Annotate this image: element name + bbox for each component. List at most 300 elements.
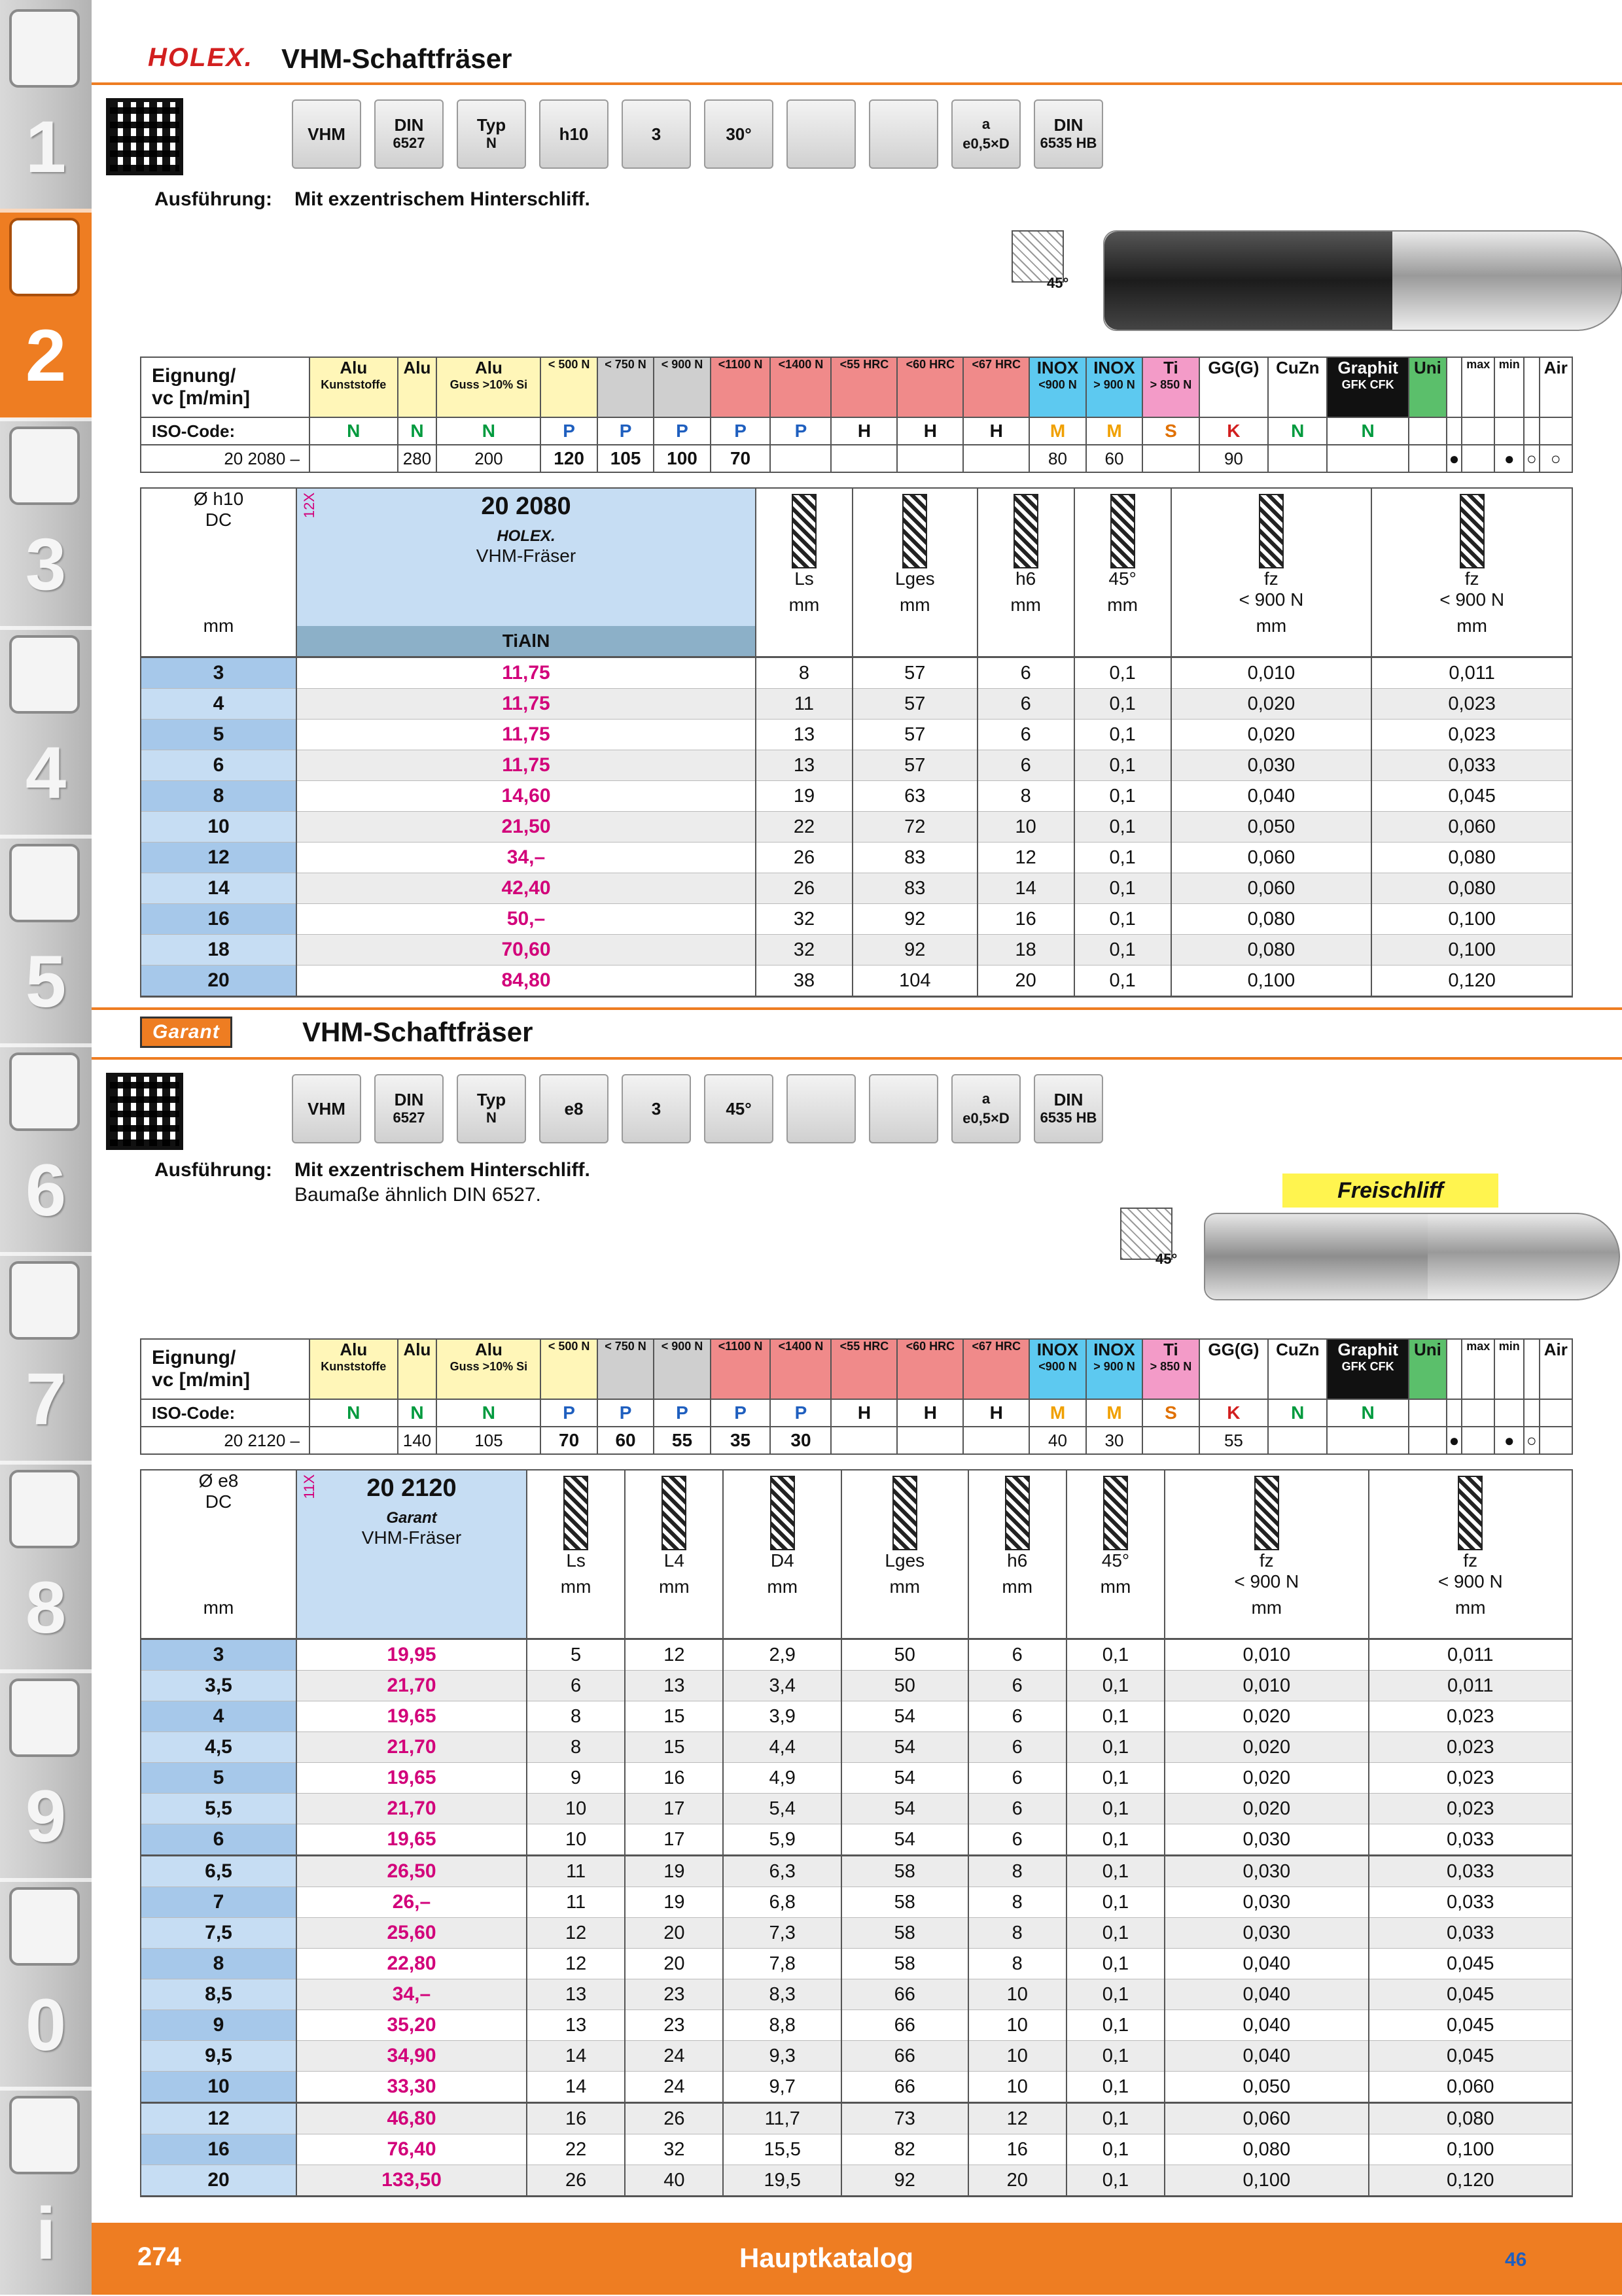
product-table — [140, 1469, 1573, 2197]
diameter-cell: 9,5 — [141, 2041, 296, 2072]
value-cell: 0,1 — [1067, 2041, 1165, 2072]
chapter-sidebar — [0, 0, 92, 2295]
ausfuehrung-text: Mit exzentrischem Hinterschliff. — [294, 1159, 590, 1181]
dimension-header — [1371, 488, 1572, 657]
vc-value — [1327, 1427, 1409, 1454]
sidebar-divider — [0, 417, 92, 421]
material-sub: < 900 N — [661, 1340, 703, 1353]
material-col — [654, 357, 710, 417]
iso-code: M — [1029, 417, 1085, 445]
price-cell: 11,75 — [296, 720, 756, 750]
sidebar-chapter-4[interactable] — [0, 626, 92, 835]
unit-label: mm — [203, 1597, 234, 1618]
value-cell: 0,1 — [1067, 1732, 1165, 1763]
price-cell: 19,65 — [296, 1763, 527, 1794]
chip-text — [726, 125, 751, 143]
value-cell: 54 — [841, 1701, 968, 1732]
material-header-row — [141, 1339, 1572, 1399]
price-cell: 84,80 — [296, 965, 756, 997]
unit-label: mm — [767, 1576, 798, 1597]
unit-label: mm — [788, 595, 820, 615]
value-cell: 0,060 — [1165, 2103, 1368, 2134]
iso-code: N — [1327, 417, 1409, 445]
value-cell: 58 — [841, 1856, 968, 1887]
value-cell: 20 — [978, 965, 1074, 997]
sidebar-chapter-3[interactable] — [0, 417, 92, 627]
iso-code: H — [831, 1399, 897, 1427]
value-cell: 0,100 — [1369, 2134, 1573, 2165]
value-cell: 63 — [853, 781, 978, 812]
value-cell: 0,1 — [1074, 904, 1171, 935]
vc-row — [141, 1427, 1572, 1454]
iso-code: N — [1268, 417, 1327, 445]
iso-code: P — [770, 1399, 831, 1427]
diameter-cell: 5 — [141, 720, 296, 750]
sidebar-divider — [0, 626, 92, 630]
table-row — [141, 843, 1572, 873]
value-cell: 15,5 — [723, 2134, 841, 2165]
vc-value: 90 — [1199, 445, 1269, 472]
value-cell: 73 — [841, 2103, 968, 2134]
value-cell: 0,1 — [1074, 689, 1171, 720]
value-cell: 0,120 — [1371, 965, 1572, 997]
value-cell: 0,030 — [1165, 1887, 1368, 1918]
iso-code — [1409, 417, 1447, 445]
vc-value: 70 — [711, 445, 771, 472]
value-cell: 83 — [853, 843, 978, 873]
material-sub: Kunststoffe — [321, 1360, 387, 1373]
dimension-header — [1369, 1470, 1573, 1639]
vc-value: 120 — [540, 445, 597, 472]
vc-value — [1409, 1427, 1447, 1454]
material-sub: > 900 N — [1093, 1360, 1135, 1373]
iso-code: N — [1327, 1399, 1409, 1427]
chapter-icon — [9, 426, 80, 505]
article-desc: VHM-Fräser — [361, 1527, 462, 1548]
dimension-label: Ls — [566, 1550, 586, 1571]
value-cell: 0,011 — [1369, 1639, 1573, 1671]
material-name: Alu — [340, 1340, 368, 1359]
material-sub: <60 HRC — [906, 1340, 955, 1353]
iso-code: P — [654, 417, 710, 445]
chapter-number: 2 — [25, 315, 67, 396]
vc-value: 105 — [597, 445, 654, 472]
article-number: 20 2080 – — [141, 445, 309, 472]
vc-value — [963, 1427, 1029, 1454]
value-cell: 0,1 — [1074, 965, 1171, 997]
value-cell: 0,040 — [1165, 1949, 1368, 1979]
material-col — [1268, 357, 1327, 417]
value-cell: 9,7 — [723, 2072, 841, 2103]
value-cell: 104 — [853, 965, 978, 997]
table-bottom — [141, 997, 1572, 998]
price-cell: 11,75 — [296, 689, 756, 720]
catalog-title: Hauptkatalog — [739, 2242, 914, 2273]
vc-value — [309, 1427, 398, 1454]
chapter-icon — [9, 1679, 80, 1757]
value-cell: 14 — [527, 2072, 625, 2103]
chip-line1: DIN — [1053, 1090, 1084, 1109]
sidebar-chapter-7[interactable] — [0, 1252, 92, 1461]
dimension-label: fz — [1464, 568, 1479, 589]
material-name: Ti — [1163, 1340, 1178, 1359]
chip-line3: e — [962, 1110, 971, 1126]
material-sub: <55 HRC — [839, 358, 889, 371]
ausfuehrung-label: Ausführung: — [154, 188, 272, 210]
iso-code: K — [1199, 1399, 1269, 1427]
dimension-icon — [1110, 494, 1135, 568]
chip-text — [962, 115, 1010, 153]
dimension-label: fz — [1264, 568, 1278, 589]
value-cell: 0,050 — [1165, 2072, 1368, 2103]
material-table — [140, 1338, 1573, 1455]
price-cell: 35,20 — [296, 2010, 527, 2041]
unit-label: mm — [1256, 616, 1287, 636]
iso-code: N — [398, 1399, 437, 1427]
value-cell: 0,010 — [1165, 1639, 1368, 1671]
value-cell: 10 — [968, 2041, 1067, 2072]
value-cell: 0,033 — [1371, 750, 1572, 781]
end-mill-image — [1103, 230, 1622, 331]
material-sub: < 500 N — [548, 358, 590, 371]
unit-label: mm — [203, 616, 234, 636]
iso-code: K — [1199, 417, 1269, 445]
chapter-icon — [9, 844, 80, 922]
diameter-cell: 20 — [141, 965, 296, 997]
vc-value: ● — [1494, 1427, 1524, 1454]
chapter-number: 6 — [25, 1149, 67, 1231]
value-cell: 57 — [853, 720, 978, 750]
material-sub: Kunststoffe — [321, 378, 387, 391]
chapter-number: 8 — [25, 1567, 67, 1648]
dimension-header — [841, 1470, 968, 1639]
material-col — [1327, 357, 1409, 417]
value-cell: 13 — [756, 720, 853, 750]
iso-code: P — [597, 417, 654, 445]
chip-line1: DIN — [1053, 115, 1084, 135]
material-col — [1462, 1339, 1494, 1399]
table-row — [141, 1732, 1572, 1763]
diameter-cell: 8,5 — [141, 1979, 296, 2010]
material-sub: <55 HRC — [839, 1340, 889, 1353]
material-name: Alu — [474, 1340, 502, 1359]
value-cell: 0,010 — [1165, 1671, 1368, 1701]
value-cell: 0,020 — [1165, 1794, 1368, 1824]
table-row — [141, 1918, 1572, 1949]
ausfuehrung-text-2: Baumaße ähnlich DIN 6527. — [294, 1184, 541, 1206]
dimension-label: D4 — [770, 1550, 794, 1571]
material-sub: < 900 N — [661, 358, 703, 371]
unit-label: mm — [1100, 1576, 1131, 1597]
material-sub: min — [1498, 358, 1520, 371]
iso-code — [1494, 1399, 1524, 1427]
value-cell: 66 — [841, 1979, 968, 2010]
value-cell: 8,8 — [723, 2010, 841, 2041]
sidebar-chapter-8[interactable] — [0, 1461, 92, 1670]
value-cell: 13 — [527, 2010, 625, 2041]
value-cell: 0,023 — [1369, 1701, 1573, 1732]
value-cell: 17 — [625, 1794, 723, 1824]
section-number: 46 — [1505, 2249, 1527, 2270]
sidebar-chapter-i[interactable] — [0, 2087, 92, 2296]
iso-code: N — [309, 417, 398, 445]
value-cell: 19 — [756, 781, 853, 812]
value-cell: 11 — [756, 689, 853, 720]
chip-line1: VHM — [308, 124, 345, 144]
diameter-cell: 7,5 — [141, 1918, 296, 1949]
value-cell: 14 — [527, 2041, 625, 2072]
material-col — [1029, 357, 1085, 417]
material-sub: > 850 N — [1150, 1360, 1192, 1373]
value-cell: 19 — [625, 1887, 723, 1918]
value-cell: 0,1 — [1074, 781, 1171, 812]
value-cell: 6 — [968, 1732, 1067, 1763]
material-sub: > 900 N — [1093, 378, 1135, 391]
price-cell: 34,– — [296, 1979, 527, 2010]
value-cell: 6 — [978, 657, 1074, 689]
vc-value: ● — [1447, 445, 1462, 472]
vc-value — [1327, 445, 1409, 472]
value-cell: 0,023 — [1371, 689, 1572, 720]
material-name: Uni — [1413, 358, 1441, 377]
material-sub: min — [1498, 1340, 1520, 1353]
value-cell: 6 — [527, 1671, 625, 1701]
dimension-header — [723, 1470, 841, 1639]
spec-chip — [704, 1074, 773, 1143]
value-cell: 54 — [841, 1732, 968, 1763]
sidebar-chapter-2[interactable] — [0, 209, 92, 418]
value-cell: 0,020 — [1171, 720, 1372, 750]
dimension-icon — [563, 1476, 588, 1550]
value-cell: 26 — [625, 2103, 723, 2134]
chapter-icon — [9, 9, 80, 88]
spec-chip — [622, 99, 691, 169]
vc-value — [1142, 1427, 1199, 1454]
vc-value: 30 — [1086, 1427, 1142, 1454]
value-cell: 0,1 — [1074, 843, 1171, 873]
material-col — [1199, 357, 1269, 417]
price-cell: 14,60 — [296, 781, 756, 812]
iso-code — [1540, 417, 1572, 445]
material-sub: <1100 N — [718, 358, 763, 371]
chapter-number: 3 — [25, 523, 67, 605]
chip-text — [477, 1090, 506, 1127]
article-desc: VHM-Fräser — [476, 546, 576, 566]
chip-text — [652, 125, 661, 143]
value-cell: 6,8 — [723, 1887, 841, 1918]
material-col — [1494, 357, 1524, 417]
material-col — [309, 357, 398, 417]
material-name: Graphit — [1337, 1340, 1398, 1359]
value-cell: 12 — [625, 1639, 723, 1671]
table-row — [141, 1979, 1572, 2010]
value-cell: 26 — [527, 2165, 625, 2197]
value-cell: 0,080 — [1171, 904, 1372, 935]
material-sub: <1100 N — [718, 1340, 763, 1353]
table-row — [141, 904, 1572, 935]
material-sub: <67 HRC — [972, 358, 1021, 371]
dimension-icon — [1014, 494, 1038, 568]
material-col — [597, 357, 654, 417]
unit-label: mm — [889, 1576, 921, 1597]
material-name: GG(G) — [1208, 358, 1260, 377]
header-rule — [92, 82, 1622, 85]
price-cell: 19,95 — [296, 1639, 527, 1671]
vc-value: 40 — [1029, 1427, 1085, 1454]
dimension-label: L4 — [663, 1550, 684, 1571]
value-cell: 0,1 — [1067, 1949, 1165, 1979]
chapter-number: 4 — [25, 732, 67, 814]
chapter-icon — [9, 1470, 80, 1548]
material-name: GG(G) — [1208, 1340, 1260, 1359]
value-cell: 66 — [841, 2041, 968, 2072]
material-col — [597, 1339, 654, 1399]
dimension-icon — [1458, 1476, 1483, 1550]
value-cell: 4,9 — [723, 1763, 841, 1794]
dimension-header — [1171, 488, 1372, 657]
material-col — [540, 357, 597, 417]
material-col — [963, 1339, 1029, 1399]
value-cell: 54 — [841, 1794, 968, 1824]
value-cell: 8 — [968, 1887, 1067, 1918]
iso-code — [1524, 417, 1539, 445]
vc-value — [1540, 1427, 1572, 1454]
spec-chip — [951, 99, 1021, 169]
material-col — [540, 1339, 597, 1399]
diameter-label: Ø e8 — [198, 1470, 239, 1491]
spec-chip — [869, 99, 938, 169]
table-row — [141, 781, 1572, 812]
pack-size: 11X — [301, 1474, 317, 1499]
dimension-icon — [892, 1476, 917, 1550]
value-cell: 72 — [853, 812, 978, 843]
value-cell: 0,100 — [1371, 904, 1572, 935]
material-name: Alu — [403, 1340, 431, 1359]
iso-code: N — [398, 417, 437, 445]
value-cell: 2,9 — [723, 1639, 841, 1671]
dc-label: DC — [205, 510, 232, 530]
value-cell: 32 — [756, 935, 853, 965]
value-cell: 50 — [841, 1639, 968, 1671]
chip-text — [393, 116, 425, 152]
dimension-label: fz — [1463, 1550, 1478, 1571]
material-col — [897, 1339, 963, 1399]
chip-text — [1040, 1090, 1097, 1127]
sidebar-chapter-1[interactable] — [0, 0, 92, 209]
price-cell: 34,– — [296, 843, 756, 873]
iso-code: P — [770, 417, 831, 445]
table-row — [141, 2103, 1572, 2134]
dimension-header — [625, 1470, 723, 1639]
dimension-icon — [792, 494, 817, 568]
chip-line1: DIN — [394, 1090, 424, 1109]
value-cell: 0,1 — [1067, 1856, 1165, 1887]
coating-label: TiAlN — [297, 626, 755, 656]
value-cell: 0,1 — [1067, 2010, 1165, 2041]
material-col — [1540, 1339, 1572, 1399]
value-cell: 0,1 — [1067, 1763, 1165, 1794]
unit-label: mm — [1455, 1597, 1486, 1618]
table-row — [141, 689, 1572, 720]
chip-line1: DIN — [394, 115, 424, 135]
value-cell: 19 — [625, 1856, 723, 1887]
spec-chip — [539, 99, 608, 169]
value-cell: 0,1 — [1067, 1639, 1165, 1671]
material-sub: <1400 N — [778, 1340, 824, 1353]
material-name: Uni — [1413, 1340, 1441, 1359]
chip-line2: N — [486, 1109, 497, 1126]
vc-value: ● — [1494, 445, 1524, 472]
sidebar-chapter-0[interactable] — [0, 1878, 92, 2087]
chip-line2: 6527 — [393, 1109, 425, 1126]
chapter-number: 0 — [25, 1984, 67, 2066]
value-cell: 0,030 — [1171, 750, 1372, 781]
iso-code: N — [436, 417, 540, 445]
iso-code: M — [1029, 1399, 1085, 1427]
end-mill-image — [1204, 1213, 1620, 1300]
value-cell: 14 — [978, 873, 1074, 904]
value-cell: 0,1 — [1074, 720, 1171, 750]
material-col — [1540, 357, 1572, 417]
material-sub: <900 N — [1038, 378, 1077, 391]
iso-code — [1540, 1399, 1572, 1427]
vc-value: 105 — [436, 1427, 540, 1454]
chapter-icon — [9, 218, 80, 296]
value-cell: 10 — [968, 1979, 1067, 2010]
material-col — [1409, 1339, 1447, 1399]
price-cell: 33,30 — [296, 2072, 527, 2103]
table-row — [141, 1671, 1572, 1701]
sidebar-chapter-9[interactable] — [0, 1669, 92, 1879]
section-title: VHM-Schaftfräser — [281, 43, 512, 74]
article-header — [296, 488, 756, 657]
price-cell: 19,65 — [296, 1824, 527, 1856]
sidebar-divider — [0, 1252, 92, 1256]
material-col — [398, 357, 437, 417]
material-sub: <60 HRC — [906, 358, 955, 371]
material-sub: max — [1466, 358, 1490, 371]
spec-chip — [539, 1074, 608, 1143]
angle-label: 45° — [1155, 1251, 1178, 1267]
value-cell: 12 — [527, 1949, 625, 1979]
dimension-header — [1165, 1470, 1368, 1639]
value-cell: 18 — [978, 935, 1074, 965]
chip-text — [477, 116, 506, 152]
chapter-number: i — [35, 2193, 56, 2274]
vc-text: vc [m/min] — [152, 1369, 251, 1391]
material-name: INOX — [1093, 358, 1135, 377]
chip-text — [393, 1090, 425, 1127]
material-name: Air — [1543, 358, 1568, 377]
header-rule — [92, 1057, 1622, 1060]
sidebar-chapter-5[interactable] — [0, 835, 92, 1044]
sidebar-chapter-6[interactable] — [0, 1043, 92, 1253]
sidebar-divider — [0, 209, 92, 213]
material-sub: < 500 N — [548, 1340, 590, 1353]
chip-text — [962, 1090, 1010, 1128]
value-cell: 0,023 — [1371, 720, 1572, 750]
sidebar-divider — [0, 1461, 92, 1465]
material-col — [711, 357, 771, 417]
chip-line1: Typ — [476, 115, 506, 135]
vc-value: 60 — [597, 1427, 654, 1454]
iso-code: P — [540, 417, 597, 445]
iso-code — [1447, 417, 1462, 445]
value-cell: 0,1 — [1067, 2134, 1165, 2165]
value-cell: 0,060 — [1171, 873, 1372, 904]
value-cell: 32 — [756, 904, 853, 935]
value-cell: 0,060 — [1369, 2072, 1573, 2103]
